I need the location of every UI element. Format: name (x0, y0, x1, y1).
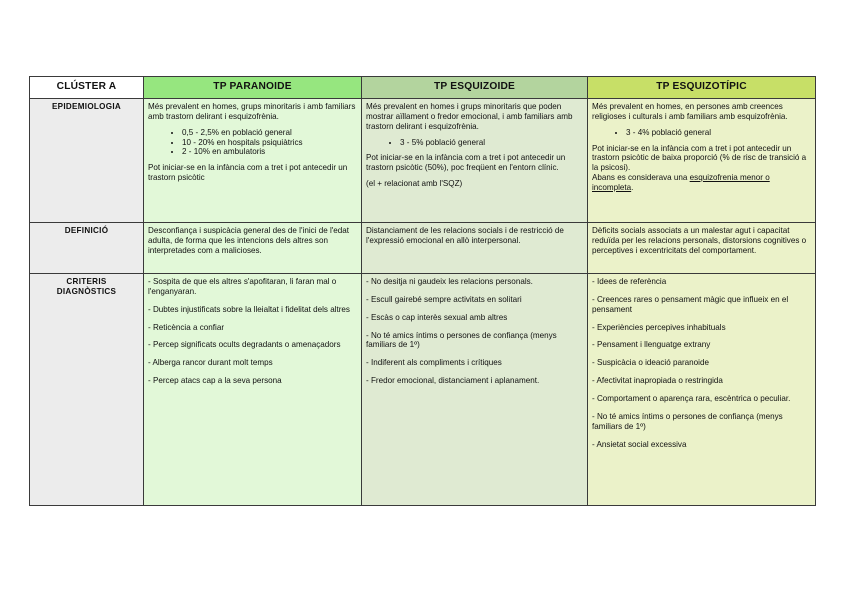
list-item: - Dubtes injustificats sobre la lleialtat i fidelitat dels altres (148, 304, 350, 314)
list-item: - Percep atacs cap a la seva persona (148, 376, 282, 386)
list-item: - Creences rares o pensament màgic que influeix en el pensament (592, 294, 789, 314)
row-label-epidemiologia: EPIDEMIOLOGIA (30, 99, 144, 223)
criteris-label-line1: CRITERIS (66, 277, 107, 286)
extra-underlined-text: esquizofrenia menor o incompleta (592, 173, 770, 193)
extra-prefix: Abans es considerava una (592, 173, 690, 183)
row-label-definicio: DEFINICIÓ (30, 223, 144, 274)
cell-definicio-paranoide: Desconfiança i suspicàcia general des de l'inici de l'edat adulta, de forma que les intencions dels altres son interpretades com a malicioses. (144, 223, 362, 274)
list-item: • 10 - 20% en hospitals psiquiàtrics (182, 138, 357, 148)
cell-definicio-esquizotipic: Dèficits socials associats a un malestar agut i capacitat reduïda per les relacions personals, distorsions cognitives o perceptives i excentricitats del comportament. (588, 223, 816, 274)
epi-paranoide-intro: Més prevalent en homes, grups minoritaris i amb familiars amb trastorn delirant i esquizofrènia. (148, 102, 356, 121)
epi-esquizoide-note: (el + relacionat amb l'SQZ) (366, 179, 463, 189)
list-item: - Reticència a confiar (148, 322, 225, 332)
cell-epidemiologia-esquizotipic (588, 99, 816, 223)
cell-epidemiologia-esquizoide (362, 99, 588, 223)
epi-esquizoide-intro: Més prevalent en homes i grups minoritaris que poden mostrar aïllament o fredor emocional, i amb familiars amb trastorn delirant i esquizofrènia. (366, 102, 573, 131)
cell-definicio-esquizoide: Distanciament de les relacions socials i de restricció de l'expressió emocional en allò interpersonal. (362, 223, 588, 274)
header-cluster-label: CLÚSTER A (30, 77, 144, 99)
cell-criteris-esquizotipic (588, 274, 816, 506)
epi-esquizoide-bullets (366, 138, 583, 148)
list-item: - Ansietat social excessiva (592, 439, 687, 449)
list-item: - Afectivitat inapropiada o restringida (592, 376, 723, 386)
list-item: - Percep significats ocults degradants o amenaçadors (148, 340, 341, 350)
list-item: - Indiferent als compliments i crítiques (366, 358, 502, 368)
row-definicio (30, 223, 816, 274)
list-item: - Escull gairebé sempre activitats en solitari (366, 294, 522, 304)
epi-esquizotipic-bullets (592, 128, 811, 138)
header-row (30, 77, 816, 99)
list-item: - Pensament i llenguatge extrany (592, 340, 711, 350)
row-criteris (30, 274, 816, 506)
epi-paranoide-bullets (148, 128, 357, 158)
cell-criteris-esquizoide (362, 274, 588, 506)
list-item: - Comportament o aparença rara, escèntrica o peculiar. (592, 394, 791, 404)
list-item: • 0,5 - 2,5% en població general (182, 128, 357, 138)
cluster-a-table (29, 76, 816, 506)
header-tp-esquizotipic: TP ESQUIZOTÍPIC (588, 77, 816, 99)
row-epidemiologia (30, 99, 816, 223)
epi-esquizoide-outro: Pot iniciar-se en la infància com a tret i pot antecedir un trastorn psicòtic (50%), poc freqüent en l'entorn clínic. (366, 153, 566, 173)
epi-esquizotipic-outro: Pot iniciar-se en la infància com a tret i pot antecedir un trastorn psicòtic de baixa proporció (% de risc de transició a la psicosi). (592, 143, 807, 173)
list-item: - No té amics íntims o persones de confiança (menys familiars de 1º) (592, 411, 783, 431)
header-tp-esquizoide: TP ESQUIZOIDE (362, 77, 588, 99)
list-item: - Idees de referència (592, 277, 667, 286)
cell-epidemiologia-paranoide (144, 99, 362, 223)
epi-esquizotipic-intro: Més prevalent en homes, en persones amb creences religioses i culturals i amb familiars amb esquizofrènia. (592, 102, 788, 121)
extra-suffix: . (631, 183, 634, 193)
list-item: • 3 - 4% població general (626, 128, 811, 138)
list-item: - No desitja ni gaudeix les relacions personals. (366, 277, 533, 286)
row-label-criteris (30, 274, 144, 506)
list-item: • 3 - 5% població general (400, 138, 583, 148)
epi-esquizotipic-extra (592, 173, 811, 193)
epi-paranoide-outro: Pot iniciar-se en la infància com a tret i pot antecedir un trastorn psicòtic (148, 163, 348, 183)
header-tp-paranoide: TP PARANOIDE (144, 77, 362, 99)
list-item: - Experiències percepives inhabituals (592, 322, 726, 332)
list-item: - Alberga rancor durant molt temps (148, 358, 273, 368)
list-item: - Sospita de que els altres s'apofitaran, li faran mal o l'enganyaran. (148, 277, 337, 296)
list-item: - Escàs o cap interès sexual amb altres (366, 312, 508, 322)
list-item: - Fredor emocional, distanciament i aplanament. (366, 376, 540, 386)
cell-criteris-paranoide (144, 274, 362, 506)
criteris-label-line2: DIAGNÒSTICS (56, 286, 117, 296)
list-item: • 2 - 10% en ambulatoris (182, 147, 357, 157)
list-item: - Suspicàcia o ideació paranoide (592, 358, 709, 368)
list-item: - No té amics íntims o persones de confiança (menys familiars de 1º) (366, 330, 557, 350)
